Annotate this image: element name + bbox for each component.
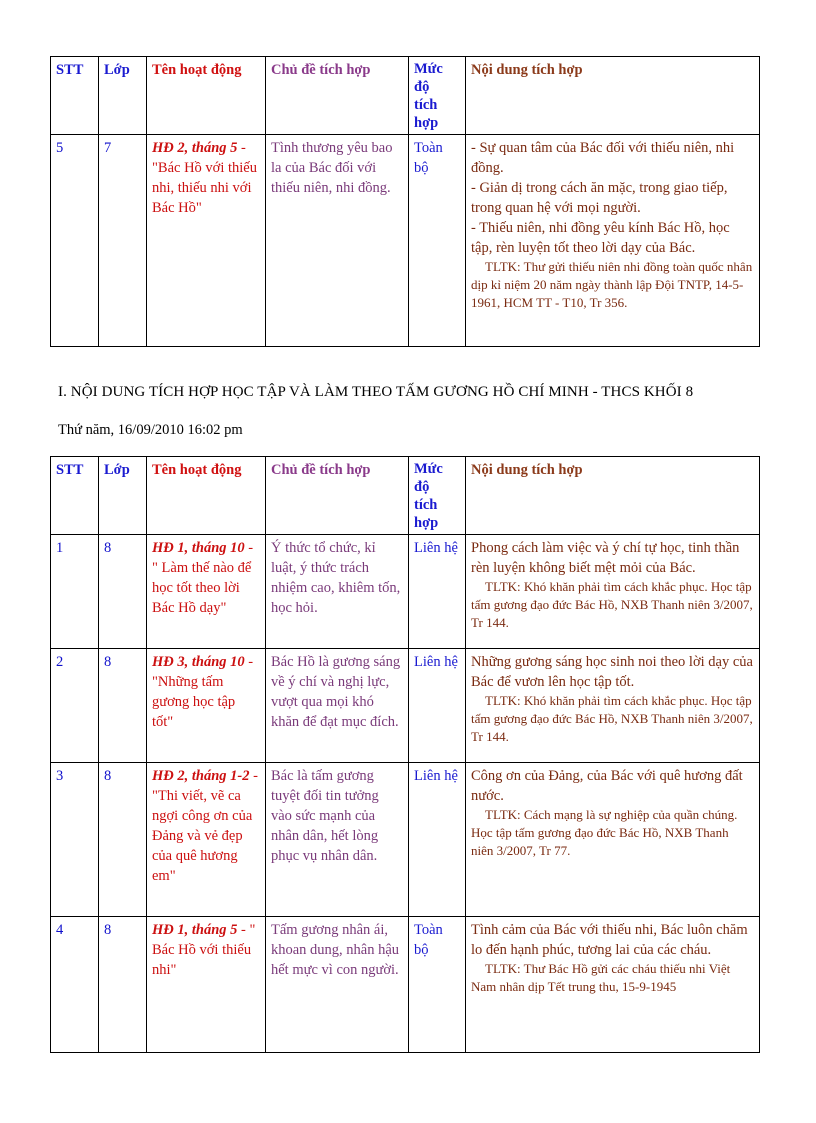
row-number: 2 [51,649,99,763]
header-content: Nội dung tích hợp [466,57,760,135]
integration-level: Toàn bộ [409,917,466,1053]
activity-name: HĐ 2, tháng 1-2 - "Thi viết, vẽ ca ngợi công ơn của Đảng và vẻ đẹp của quê hương em" [147,763,266,917]
activity-table-grade-8 [50,456,760,1053]
row-grade: 8 [99,535,147,649]
row-grade: 7 [99,135,147,347]
table-header-row [51,57,760,135]
content-item: - Thiếu niên, nhi đồng yêu kính Bác Hồ, học tập, rèn luyện tốt theo lời dạy của Bác. [471,220,730,256]
integration-content [466,763,760,917]
table-row [51,135,760,347]
content-item: Công ơn của Đảng, của Bác với quê hương đất nước. [471,768,743,804]
integration-level: Liên hệ [409,535,466,649]
activity-name: HĐ 1, tháng 5 - " Bác Hồ với thiếu nhi" [147,917,266,1053]
row-number: 3 [51,763,99,917]
integration-topic: Ý thức tổ chức, kỉ luật, ý thức trách nhiệm cao, khiêm tốn, học hỏi. [266,535,409,649]
table-row [51,917,760,1053]
reference-note: TLTK: Thư Bác Hồ gửi các cháu thiếu nhi Việt Nam nhân dịp Tết trung thu, 15-9-1945 [471,961,731,994]
row-grade: 8 [99,763,147,917]
integration-content [466,649,760,763]
header-activity-name: Tên hoạt động [147,457,266,535]
header-level: Mức độ tích hợp [409,57,466,135]
header-lop: Lớp [99,57,147,135]
row-number: 1 [51,535,99,649]
activity-name: HĐ 2, tháng 5 - "Bác Hồ với thiếu nhi, thiếu nhi với Bác Hồ" [147,135,266,347]
content-item: - Sự quan tâm của Bác đối với thiếu niên, nhi đồng. [471,140,735,176]
integration-topic: Tình thương yêu bao la của Bác đối với thiếu niên, nhi đồng. [266,135,409,347]
row-grade: 8 [99,649,147,763]
reference-note: TLTK: Thư gửi thiếu niên nhi đồng toàn quốc nhân dịp kỉ niệm 20 năm ngày thành lập Đội TNTP, 14-5-1961, HCM TT - T10, Tr 356. [471,259,753,310]
header-stt: STT [51,457,99,535]
header-topic: Chủ đề tích hợp [266,57,409,135]
activity-name: HĐ 1, tháng 10 - " Làm thế nào để học tốt theo lời Bác Hồ dạy" [147,535,266,649]
integration-content [466,535,760,649]
integration-content [466,135,760,347]
content-item: Phong cách làm việc và ý chí tự học, tinh thần rèn luyện không biết mệt mỏi của Bác. [471,540,740,576]
table-header-row [51,457,760,535]
activity-table-grade-7 [50,56,760,347]
section-heading: I. NỘI DUNG TÍCH HỢP HỌC TẬP VÀ LÀM THEO TẤM GƯƠNG HỒ CHÍ MINH - THCS KHỐI 8 [58,384,694,400]
header-level: Mức độ tích hợp [409,457,466,535]
activity-name: HĐ 3, tháng 10 - "Những tấm gương học tập tốt" [147,649,266,763]
header-lop: Lớp [99,457,147,535]
post-date: Thứ năm, 16/09/2010 16:02 pm [58,422,243,438]
row-grade: 8 [99,917,147,1053]
reference-note: TLTK: Cách mạng là sự nghiệp của quần chúng. Học tập tấm gương đạo đức Bác Hồ, NXB Thanh niên 3/2007, Tr 77. [471,807,738,858]
integration-level: Toàn bộ [409,135,466,347]
content-item: - Giản dị trong cách ăn mặc, trong giao tiếp, trong quan hệ với mọi người. [471,180,728,216]
table-row [51,649,760,763]
reference-note: TLTK: Khó khăn phải tìm cách khắc phục. Học tập tấm gương đạo đức Bác Hồ, NXB Thanh niên 3/2007, Tr 144. [471,693,753,744]
integration-topic: Bác Hồ là gương sáng về ý chí và nghị lực, vượt qua mọi khó khăn để đạt mục đích. [266,649,409,763]
table-row [51,763,760,917]
integration-topic: Bác là tấm gương tuyệt đối tin tưởng vào sức mạnh của nhân dân, hết lòng phục vụ nhân dân. [266,763,409,917]
row-number: 4 [51,917,99,1053]
header-stt: STT [51,57,99,135]
integration-level: Liên hệ [409,649,466,763]
row-number: 5 [51,135,99,347]
header-activity-name: Tên hoạt động [147,57,266,135]
reference-note: TLTK: Khó khăn phải tìm cách khắc phục. Học tập tấm gương đạo đức Bác Hồ, NXB Thanh niên 3/2007, Tr 144. [471,579,753,630]
integration-topic: Tấm gương nhân ái, khoan dung, nhân hậu hết mực vì con người. [266,917,409,1053]
integration-level: Liên hệ [409,763,466,917]
integration-content [466,917,760,1053]
content-item: Những gương sáng học sinh noi theo lời dạy của Bác để vươn lên học tập tốt. [471,654,753,690]
header-topic: Chủ đề tích hợp [266,457,409,535]
header-content: Nội dung tích hợp [466,457,760,535]
content-item: Tình cảm của Bác với thiếu nhi, Bác luôn chăm lo đến hạnh phúc, tương lai của các cháu. [471,922,748,958]
table-row [51,535,760,649]
